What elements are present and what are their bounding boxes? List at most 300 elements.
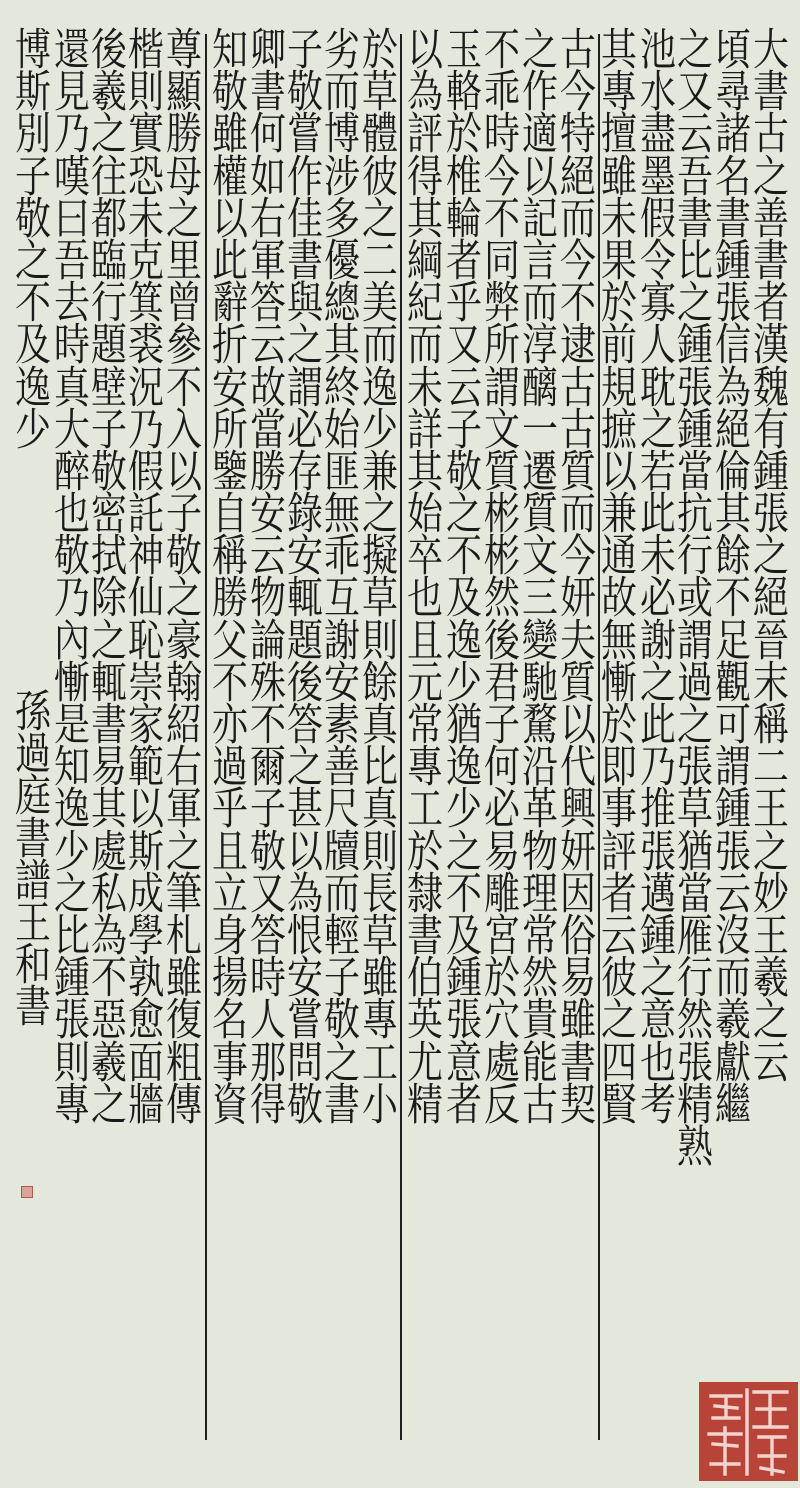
glyph: 若	[639, 447, 676, 498]
glyph: 去	[53, 278, 90, 329]
glyph: 鍾	[714, 784, 751, 835]
glyph: 雖	[211, 109, 248, 160]
glyph: 今	[559, 531, 596, 582]
glyph: 三	[521, 573, 558, 624]
glyph: 處	[90, 826, 127, 877]
glyph: 題	[90, 320, 127, 371]
glyph: 乖	[323, 531, 360, 582]
glyph: 翰	[165, 658, 202, 709]
glyph: 不	[483, 194, 520, 245]
glyph: 然	[521, 953, 558, 1004]
glyph: 之	[445, 489, 482, 540]
glyph: 能	[521, 1037, 558, 1088]
glyph: 安	[286, 953, 323, 1004]
glyph: 豪	[165, 615, 202, 667]
glyph: 言	[521, 236, 558, 287]
glyph: 書	[676, 194, 713, 245]
glyph: 而	[559, 489, 596, 540]
glyph: 還	[53, 25, 90, 76]
glyph: 云	[600, 911, 637, 962]
glyph: 俗	[559, 911, 596, 962]
glyph: 此	[639, 489, 676, 540]
glyph: 安	[249, 489, 286, 540]
glyph: 張	[714, 278, 751, 329]
glyph: 乃	[639, 742, 676, 793]
glyph: 別	[14, 109, 51, 160]
glyph: 都	[90, 194, 127, 245]
glyph: 羲	[752, 953, 789, 1004]
glyph: 稱	[752, 700, 789, 751]
glyph: 乎	[445, 278, 482, 329]
glyph: 曰	[53, 194, 90, 245]
glyph: 質	[521, 489, 558, 540]
glyph: 如	[249, 151, 286, 202]
glyph: 王	[752, 784, 789, 835]
glyph: 顯	[165, 67, 202, 118]
glyph: 前	[600, 320, 637, 371]
glyph: 玉	[445, 25, 482, 76]
glyph: 張	[676, 362, 713, 413]
glyph: 之	[639, 658, 676, 709]
glyph: 即	[600, 742, 637, 793]
glyph: 耽	[639, 362, 676, 413]
glyph: 以	[127, 784, 164, 835]
glyph: 得	[406, 151, 443, 202]
glyph: 愈	[127, 995, 164, 1046]
glyph: 未	[600, 194, 637, 245]
glyph: 之	[676, 278, 713, 329]
glyph: 權	[211, 151, 248, 202]
glyph: 於	[361, 25, 398, 76]
glyph: 則	[53, 1037, 90, 1088]
glyph: 存	[286, 447, 323, 498]
glyph: 神	[127, 531, 164, 582]
glyph: 末	[752, 658, 789, 709]
glyph: 之	[90, 1080, 127, 1131]
glyph: 於	[483, 953, 520, 1004]
glyph: 乃	[53, 573, 90, 624]
glyph: 問	[286, 1037, 323, 1088]
glyph: 之	[639, 405, 676, 456]
glyph: 專	[53, 1080, 90, 1131]
glyph: 通	[600, 531, 637, 582]
glyph: 庭	[14, 771, 51, 822]
glyph: 壁	[90, 362, 127, 413]
glyph: 可	[714, 700, 751, 751]
glyph: 勝	[249, 447, 286, 498]
glyph: 答	[286, 700, 323, 751]
glyph: 於	[406, 826, 443, 877]
glyph: 除	[90, 573, 127, 624]
glyph: 尋	[714, 67, 751, 118]
glyph: 楷	[127, 25, 164, 76]
glyph: 吾	[53, 236, 90, 287]
glyph: 之	[165, 826, 202, 877]
glyph: 必	[286, 405, 323, 456]
glyph: 輪	[445, 194, 482, 245]
glyph: 無	[600, 615, 637, 667]
glyph: 以	[286, 826, 323, 877]
glyph: 父	[211, 615, 248, 667]
glyph: 書	[714, 194, 751, 245]
glyph: 革	[521, 784, 558, 835]
glyph: 書	[14, 982, 51, 1033]
glyph: 之	[90, 109, 127, 160]
glyph: 今	[483, 151, 520, 202]
glyph: 紹	[165, 700, 202, 751]
glyph: 宮	[483, 911, 520, 962]
glyph: 終	[323, 362, 360, 413]
glyph: 水	[639, 67, 676, 118]
glyph: 云	[676, 109, 713, 160]
glyph: 自	[211, 489, 248, 540]
glyph: 古	[521, 1080, 558, 1131]
glyph: 為	[406, 67, 443, 118]
glyph: 者	[600, 869, 637, 920]
glyph: 拭	[90, 531, 127, 582]
glyph: 人	[639, 320, 676, 371]
glyph: 逸	[14, 362, 51, 413]
glyph: 之	[676, 25, 713, 76]
glyph: 書	[752, 236, 789, 287]
glyph: 及	[445, 573, 482, 624]
glyph: 復	[165, 995, 202, 1046]
glyph: 敬	[249, 826, 286, 877]
glyph: 令	[639, 236, 676, 287]
glyph: 假	[639, 194, 676, 245]
glyph: 者	[752, 278, 789, 329]
glyph: 同	[483, 236, 520, 287]
glyph: 今	[559, 67, 596, 118]
glyph: 敬	[323, 995, 360, 1046]
glyph: 之	[361, 489, 398, 540]
glyph: 之	[445, 826, 482, 877]
glyph: 質	[483, 447, 520, 498]
glyph: 臨	[90, 236, 127, 287]
glyph: 子	[445, 405, 482, 456]
glyph: 輒	[90, 658, 127, 709]
glyph: 實	[127, 109, 164, 160]
glyph: 傳	[165, 1080, 202, 1131]
glyph: 裘	[127, 320, 164, 371]
glyph: 是	[53, 700, 90, 751]
glyph: 之	[14, 236, 51, 287]
glyph: 書	[559, 1037, 596, 1088]
glyph: 兼	[361, 447, 398, 498]
glyph: 以	[600, 447, 637, 498]
glyph: 反	[483, 1080, 520, 1131]
glyph: 輅	[445, 67, 482, 118]
glyph: 仙	[127, 573, 164, 624]
glyph: 始	[406, 489, 443, 540]
glyph: 作	[521, 67, 558, 118]
glyph: 賢	[600, 1080, 637, 1131]
glyph: 題	[286, 615, 323, 667]
glyph: 物	[521, 826, 558, 877]
glyph: 獻	[714, 1037, 751, 1088]
glyph: 其	[90, 784, 127, 835]
glyph: 而	[714, 953, 751, 1004]
glyph: 特	[559, 109, 596, 160]
glyph: 且	[406, 615, 443, 667]
glyph: 未	[127, 194, 164, 245]
glyph: 比	[53, 911, 90, 962]
glyph: 往	[90, 151, 127, 202]
text-column	[402, 25, 448, 1131]
glyph: 之	[323, 1037, 360, 1088]
glyph: 所	[483, 320, 520, 371]
glyph: 筆	[165, 869, 202, 920]
glyph: 兼	[600, 489, 637, 540]
glyph: 逸	[53, 784, 90, 835]
glyph: 張	[714, 826, 751, 877]
glyph: 敬	[53, 531, 90, 582]
glyph: 知	[53, 742, 90, 793]
glyph: 少	[53, 826, 90, 877]
glyph: 安	[286, 531, 323, 582]
glyph: 常	[521, 911, 558, 962]
glyph: 推	[639, 784, 676, 835]
glyph: 四	[600, 1037, 637, 1088]
glyph: 曾	[165, 278, 202, 329]
glyph: 假	[127, 447, 164, 498]
glyph: 淳	[521, 320, 558, 371]
glyph: 學	[127, 911, 164, 962]
glyph: 名	[714, 151, 751, 202]
glyph: 倫	[714, 447, 751, 498]
glyph: 互	[323, 573, 360, 624]
glyph: 甚	[286, 784, 323, 835]
glyph: 那	[249, 1037, 286, 1088]
glyph: 輒	[286, 573, 323, 624]
glyph: 古	[559, 25, 596, 76]
glyph: 鑒	[211, 447, 248, 498]
glyph: 鍾	[445, 953, 482, 1004]
glyph: 安	[323, 658, 360, 709]
glyph: 參	[165, 320, 202, 371]
glyph: 論	[249, 615, 286, 667]
glyph: 然	[676, 995, 713, 1046]
glyph: 尺	[323, 784, 360, 835]
glyph: 不	[249, 700, 286, 751]
glyph: 鍾	[53, 953, 90, 1004]
glyph: 妙	[752, 869, 789, 920]
glyph: 必	[639, 573, 676, 624]
glyph: 彼	[361, 151, 398, 202]
glyph: 書	[286, 236, 323, 287]
glyph: 尤	[406, 1037, 443, 1088]
glyph: 之	[752, 531, 789, 582]
glyph: 涉	[323, 151, 360, 202]
glyph: 張	[676, 1037, 713, 1088]
glyph: 醉	[53, 447, 90, 498]
glyph: 魏	[752, 362, 789, 413]
glyph: 身	[211, 911, 248, 962]
signature-column	[10, 687, 56, 1033]
glyph: 答	[249, 278, 286, 329]
glyph: 邁	[639, 869, 676, 920]
glyph: 恨	[286, 911, 323, 962]
glyph: 書	[249, 67, 286, 118]
glyph: 恥	[127, 615, 164, 667]
glyph: 敬	[14, 194, 51, 245]
glyph: 與	[286, 278, 323, 329]
glyph: 之	[165, 573, 202, 624]
text-column	[596, 25, 642, 1131]
glyph: 草	[361, 67, 398, 118]
glyph: 始	[323, 405, 360, 456]
glyph: 理	[521, 869, 558, 920]
glyph: 此	[639, 700, 676, 751]
glyph: 得	[249, 1080, 286, 1131]
glyph: 家	[127, 700, 164, 751]
glyph: 契	[559, 1080, 596, 1131]
glyph: 羲	[90, 67, 127, 118]
glyph: 為	[714, 362, 751, 413]
glyph: 行	[676, 953, 713, 1004]
glyph: 行	[676, 531, 713, 582]
glyph: 觀	[714, 658, 751, 709]
glyph: 乖	[483, 67, 520, 118]
glyph: 信	[714, 320, 751, 371]
glyph: 於	[600, 700, 637, 751]
glyph: 作	[286, 151, 323, 202]
glyph: 而	[559, 194, 596, 245]
glyph: 適	[521, 109, 558, 160]
glyph: 一	[521, 405, 558, 456]
glyph: 而	[406, 320, 443, 371]
glyph: 過	[676, 658, 713, 709]
glyph: 多	[323, 194, 360, 245]
glyph: 資	[211, 1080, 248, 1131]
glyph: 時	[483, 109, 520, 160]
glyph: 後	[90, 25, 127, 76]
glyph: 專	[361, 995, 398, 1046]
glyph: 錄	[286, 489, 323, 540]
glyph: 未	[406, 362, 443, 413]
glyph: 因	[559, 869, 596, 920]
glyph: 記	[521, 194, 558, 245]
glyph: 總	[323, 278, 360, 329]
glyph: 質	[559, 658, 596, 709]
glyph: 不	[211, 658, 248, 709]
glyph: 餘	[714, 531, 751, 582]
glyph: 綱	[406, 236, 443, 287]
glyph: 卒	[406, 531, 443, 582]
glyph: 羲	[714, 995, 751, 1046]
glyph: 何	[483, 742, 520, 793]
glyph: 質	[559, 447, 596, 498]
glyph: 及	[14, 320, 51, 371]
glyph: 逸	[445, 615, 482, 667]
glyph: 立	[211, 869, 248, 920]
glyph: 牘	[323, 826, 360, 877]
glyph: 母	[165, 151, 202, 202]
glyph: 書	[90, 700, 127, 751]
glyph: 工	[406, 784, 443, 835]
glyph: 無	[323, 489, 360, 540]
glyph: 精	[676, 1080, 713, 1131]
glyph: 古	[559, 362, 596, 413]
glyph: 謂	[676, 615, 713, 667]
red-seal-stamp	[699, 1382, 798, 1481]
glyph: 以	[211, 194, 248, 245]
glyph: 書	[406, 911, 443, 962]
glyph: 面	[127, 1037, 164, 1088]
glyph: 善	[323, 742, 360, 793]
glyph: 優	[323, 236, 360, 287]
glyph: 為	[286, 869, 323, 920]
glyph: 猶	[445, 700, 482, 751]
glyph: 云	[714, 869, 751, 920]
glyph: 盡	[639, 109, 676, 160]
glyph: 處	[483, 1037, 520, 1088]
glyph: 過	[14, 729, 51, 780]
glyph: 專	[406, 742, 443, 793]
glyph: 易	[559, 953, 596, 1004]
glyph: 其	[600, 25, 637, 76]
glyph: 二	[752, 742, 789, 793]
glyph: 雖	[559, 995, 596, 1046]
glyph: 當	[676, 447, 713, 498]
glyph: 軍	[249, 236, 286, 287]
glyph: 擬	[361, 531, 398, 582]
glyph: 其	[406, 447, 443, 498]
glyph: 則	[127, 67, 164, 118]
glyph: 張	[53, 995, 90, 1046]
glyph: 代	[559, 742, 596, 793]
glyph: 擅	[600, 109, 637, 160]
glyph: 逸	[445, 742, 482, 793]
glyph: 及	[445, 911, 482, 962]
glyph: 慚	[53, 658, 90, 709]
glyph: 子	[14, 151, 51, 202]
glyph: 古	[752, 109, 789, 160]
glyph: 敬	[445, 447, 482, 498]
glyph: 後	[286, 658, 323, 709]
glyph: 規	[600, 362, 637, 413]
glyph: 克	[127, 236, 164, 287]
glyph: 謂	[714, 742, 751, 793]
glyph: 此	[211, 236, 248, 287]
glyph: 辭	[211, 278, 248, 329]
glyph: 之	[752, 995, 789, 1046]
glyph: 云	[249, 531, 286, 582]
glyph: 知	[211, 25, 248, 76]
glyph: 鍾	[752, 447, 789, 498]
glyph: 長	[361, 869, 398, 920]
glyph: 答	[249, 911, 286, 962]
glyph: 當	[249, 405, 286, 456]
glyph: 然	[483, 573, 520, 624]
glyph: 沒	[714, 911, 751, 962]
glyph: 彬	[483, 531, 520, 582]
glyph: 嘗	[286, 109, 323, 160]
glyph: 妍	[559, 826, 596, 877]
glyph: 穴	[483, 995, 520, 1046]
glyph: 素	[323, 700, 360, 751]
glyph: 隸	[406, 869, 443, 920]
glyph: 子	[286, 25, 323, 76]
glyph: 比	[676, 236, 713, 287]
glyph: 之	[521, 25, 558, 76]
glyph: 真	[361, 784, 398, 835]
glyph: 何	[249, 109, 286, 160]
glyph: 則	[361, 826, 398, 877]
glyph: 足	[714, 615, 751, 667]
glyph: 張	[445, 995, 482, 1046]
glyph: 子	[323, 953, 360, 1004]
